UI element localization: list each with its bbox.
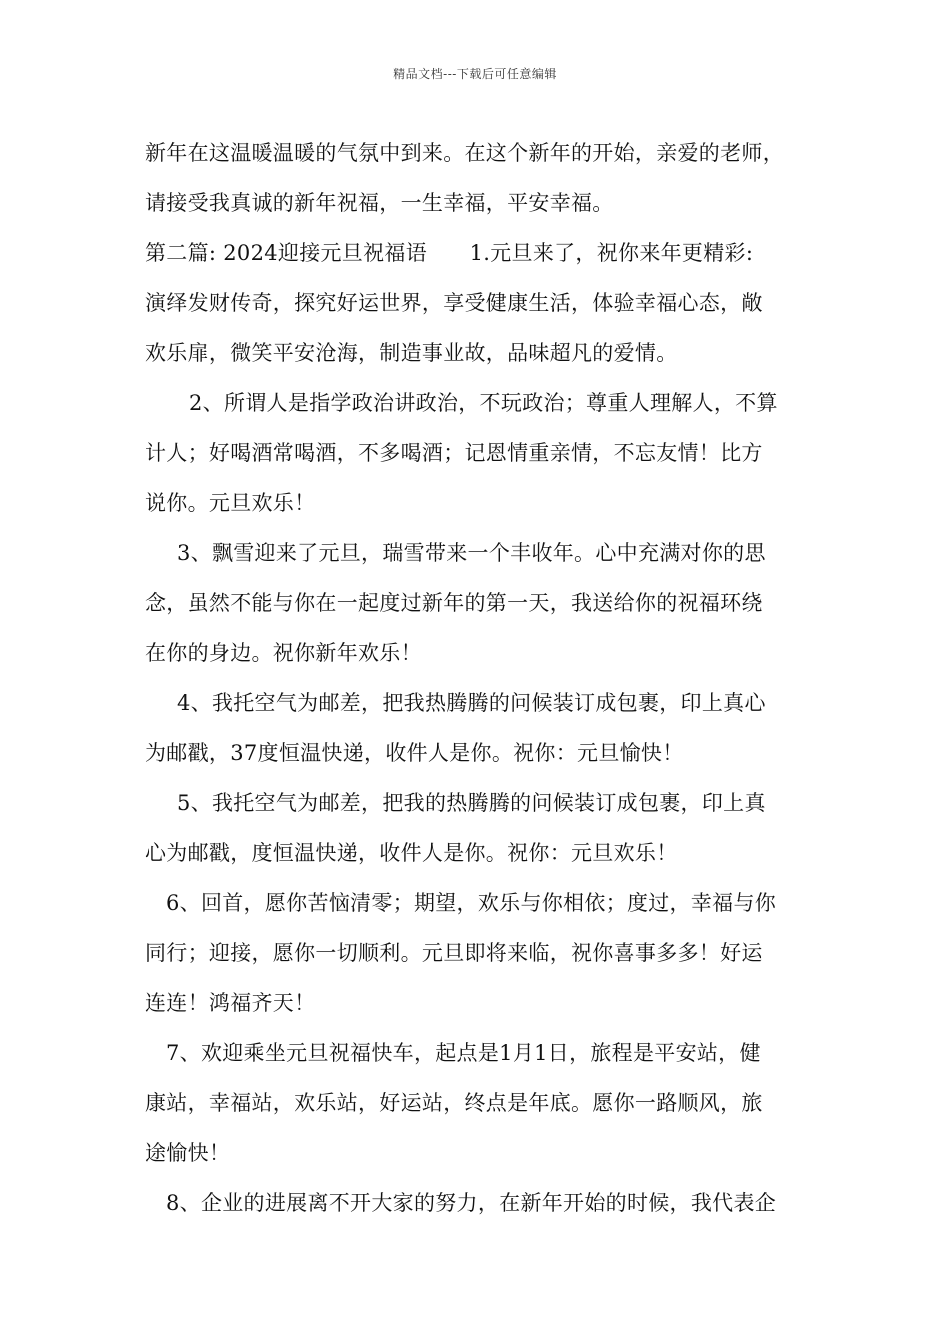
text-line: 心为邮戳，度恒温快递，收件人是你。祝你：元旦欢乐！: [145, 841, 678, 865]
text-line: 第二篇: 2024迎接元旦祝福语 1.元旦来了，祝你来年更精彩:: [145, 241, 754, 265]
text-line: 8、企业的进展离不开大家的努力，在新年开始的时候，我代表企: [166, 1191, 777, 1215]
text-line: 念，虽然不能与你在一起度过新年的第一天，我送给你的祝福环绕: [145, 591, 763, 615]
text-line: 欢乐扉，微笑平安沧海，制造事业故，品味超凡的爱情。: [145, 341, 678, 365]
text-line: 4、我托空气为邮差，把我热腾腾的问候装订成包裹，印上真心: [177, 691, 766, 715]
text-line: 在你的身边。祝你新年欢乐！: [145, 641, 422, 665]
text-line: 3、飘雪迎来了元旦，瑞雪带来一个丰收年。心中充满对你的思: [177, 541, 766, 565]
text-line: 说你。元旦欢乐！: [145, 491, 316, 515]
text-line: 途愉快！: [145, 1141, 231, 1165]
text-line: 7、欢迎乘坐元旦祝福快车，起点是1月1日，旅程是平安站，健: [166, 1041, 761, 1065]
document-body: [145, 128, 810, 1228]
text-line: 2、所谓人是指学政治讲政治，不玩政治；尊重人理解人，不算: [189, 391, 778, 415]
text-line: 6、回首，愿你苦恼清零；期望，欢乐与你相依；度过，幸福与你: [166, 891, 777, 915]
text-line: 演绎发财传奇，探究好运世界，享受健康生活，体验幸福心态，敞: [145, 291, 763, 315]
text-line: 5、我托空气为邮差，把我的热腾腾的问候装订成包裹，印上真: [177, 791, 766, 815]
text-line: 为邮戳，37度恒温快递，收件人是你。祝你：元旦愉快！: [145, 741, 684, 765]
text-line: 新年在这温暖温暖的气氛中到来。在这个新年的开始，亲爱的老师，: [145, 141, 784, 165]
page-header: 精品文档---下载后可任意编辑: [393, 67, 557, 81]
text-line: 请接受我真诚的新年祝福，一生幸福，平安幸福。: [145, 191, 614, 215]
text-line: 连连！鸿福齐天！: [145, 991, 316, 1015]
text-line: 同行；迎接，愿你一切顺利。元旦即将来临，祝你喜事多多！好运: [145, 941, 763, 965]
text-line: 康站，幸福站，欢乐站，好运站，终点是年底。愿你一路顺风，旅: [145, 1091, 763, 1115]
text-line: 计人；好喝酒常喝酒，不多喝酒；记恩情重亲情，不忘友情！比方: [145, 441, 763, 465]
